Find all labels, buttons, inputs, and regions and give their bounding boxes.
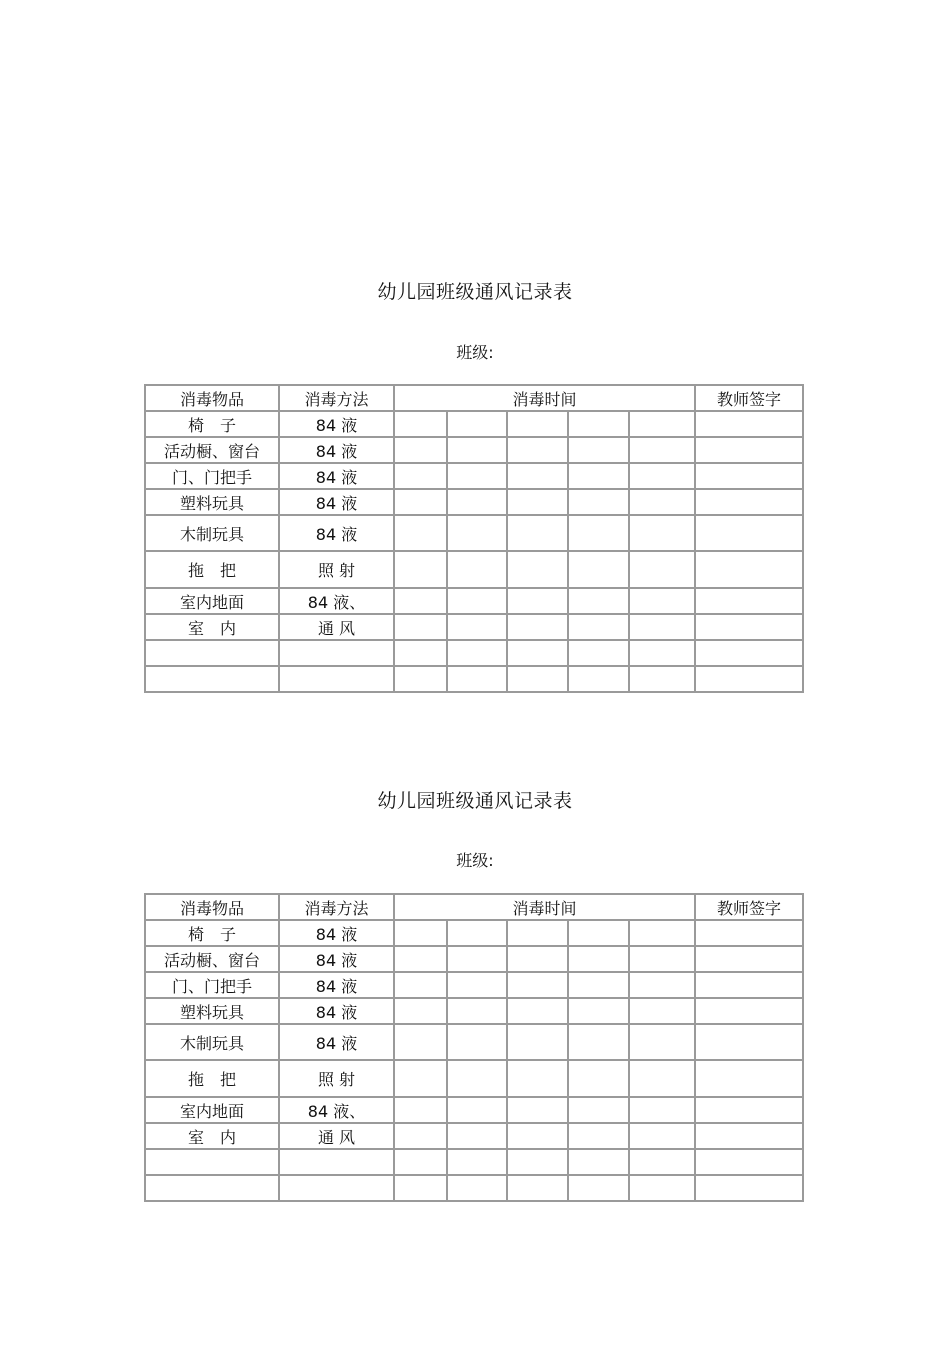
form-title: 幼儿园班级通风记录表 [377, 790, 573, 812]
method-cell: 84 液 [279, 1024, 394, 1060]
method-cell: 84 液 [279, 411, 394, 437]
time-cell[interactable] [394, 946, 447, 972]
header-signature: 教师签字 [695, 894, 803, 920]
time-cell[interactable] [568, 411, 629, 437]
time-cell[interactable] [568, 972, 629, 998]
item-cell: 室内地面 [145, 588, 279, 614]
time-cell[interactable] [447, 666, 507, 692]
signature-cell[interactable] [695, 1149, 803, 1175]
time-cell[interactable] [568, 463, 629, 489]
header-row [145, 894, 803, 920]
method-cell: 84 液 [279, 437, 394, 463]
time-cell[interactable] [394, 588, 447, 614]
time-cell[interactable] [447, 1149, 507, 1175]
time-cell[interactable] [507, 614, 568, 640]
time-cell[interactable] [507, 998, 568, 1024]
time-cell[interactable] [629, 588, 695, 614]
item-cell: 塑料玩具 [145, 489, 279, 515]
time-cell[interactable] [507, 920, 568, 946]
signature-cell[interactable] [695, 463, 803, 489]
time-cell[interactable] [507, 1175, 568, 1201]
time-cell[interactable] [394, 463, 447, 489]
time-cell[interactable] [447, 489, 507, 515]
time-cell[interactable] [447, 640, 507, 666]
method-cell: 84 液 [279, 972, 394, 998]
time-cell[interactable] [568, 551, 629, 588]
table-row [145, 972, 803, 998]
time-cell[interactable] [629, 1175, 695, 1201]
table-row [145, 946, 803, 972]
signature-cell[interactable] [695, 515, 803, 551]
time-cell[interactable] [447, 998, 507, 1024]
ventilation-record-table [144, 893, 804, 1202]
time-cell[interactable] [568, 489, 629, 515]
header-item: 消毒物品 [145, 894, 279, 920]
header-time: 消毒时间 [394, 894, 695, 920]
time-cell[interactable] [394, 1097, 447, 1123]
time-cell[interactable] [447, 551, 507, 588]
method-cell: 通 风 [279, 614, 394, 640]
table-row [145, 411, 803, 437]
time-cell[interactable] [568, 1175, 629, 1201]
item-cell: 椅 子 [145, 411, 279, 437]
time-cell[interactable] [447, 946, 507, 972]
table-row [145, 588, 803, 614]
time-cell[interactable] [447, 463, 507, 489]
time-cell[interactable] [629, 551, 695, 588]
time-cell[interactable] [394, 1060, 447, 1097]
time-cell[interactable] [394, 515, 447, 551]
item-cell: 木制玩具 [145, 515, 279, 551]
method-cell[interactable] [279, 640, 394, 666]
time-cell[interactable] [507, 972, 568, 998]
time-cell[interactable] [568, 1097, 629, 1123]
time-cell[interactable] [507, 515, 568, 551]
table-row [145, 666, 803, 692]
table-row [145, 614, 803, 640]
time-cell[interactable] [394, 1123, 447, 1149]
time-cell[interactable] [568, 588, 629, 614]
time-cell[interactable] [568, 666, 629, 692]
item-cell[interactable] [145, 1175, 279, 1201]
method-cell: 84 液 [279, 946, 394, 972]
item-cell: 活动橱、窗台 [145, 946, 279, 972]
signature-cell[interactable] [695, 614, 803, 640]
time-cell[interactable] [507, 640, 568, 666]
class-label: 班级: [456, 851, 494, 870]
time-cell[interactable] [447, 411, 507, 437]
item-cell[interactable] [145, 640, 279, 666]
time-cell[interactable] [629, 946, 695, 972]
time-cell[interactable] [447, 515, 507, 551]
time-cell[interactable] [568, 640, 629, 666]
item-cell: 椅 子 [145, 920, 279, 946]
table-row [145, 1175, 803, 1201]
item-cell[interactable] [145, 666, 279, 692]
table-row [145, 1060, 803, 1097]
time-cell[interactable] [629, 640, 695, 666]
time-cell[interactable] [394, 666, 447, 692]
time-cell[interactable] [568, 920, 629, 946]
time-cell[interactable] [507, 946, 568, 972]
table-row [145, 437, 803, 463]
time-cell[interactable] [447, 437, 507, 463]
time-cell[interactable] [447, 1175, 507, 1201]
item-cell: 室 内 [145, 614, 279, 640]
table-row [145, 640, 803, 666]
time-cell[interactable] [394, 998, 447, 1024]
time-cell[interactable] [568, 437, 629, 463]
time-cell[interactable] [394, 489, 447, 515]
time-cell[interactable] [629, 1060, 695, 1097]
time-cell[interactable] [568, 614, 629, 640]
time-cell[interactable] [507, 1123, 568, 1149]
signature-cell[interactable] [695, 920, 803, 946]
item-cell: 室内地面 [145, 1097, 279, 1123]
method-cell: 84 液 [279, 463, 394, 489]
method-cell: 84 液 [279, 515, 394, 551]
item-cell: 活动橱、窗台 [145, 437, 279, 463]
table-row [145, 920, 803, 946]
time-cell[interactable] [394, 1024, 447, 1060]
time-cell[interactable] [507, 588, 568, 614]
method-cell: 照 射 [279, 551, 394, 588]
signature-cell[interactable] [695, 972, 803, 998]
time-cell[interactable] [394, 1175, 447, 1201]
time-cell[interactable] [507, 1149, 568, 1175]
time-cell[interactable] [394, 437, 447, 463]
time-cell[interactable] [447, 972, 507, 998]
item-cell: 塑料玩具 [145, 998, 279, 1024]
item-cell: 拖 把 [145, 1060, 279, 1097]
item-cell: 木制玩具 [145, 1024, 279, 1060]
header-row [145, 385, 803, 411]
time-cell[interactable] [394, 551, 447, 588]
time-cell[interactable] [568, 515, 629, 551]
table-row [145, 1149, 803, 1175]
header-item: 消毒物品 [145, 385, 279, 411]
time-cell[interactable] [568, 1149, 629, 1175]
item-cell: 拖 把 [145, 551, 279, 588]
item-cell: 门、门把手 [145, 463, 279, 489]
signature-cell[interactable] [695, 666, 803, 692]
signature-cell[interactable] [695, 1060, 803, 1097]
time-cell[interactable] [629, 463, 695, 489]
signature-cell[interactable] [695, 1123, 803, 1149]
time-cell[interactable] [394, 614, 447, 640]
time-cell[interactable] [568, 1123, 629, 1149]
method-cell: 84 液、 [279, 588, 394, 614]
time-cell[interactable] [394, 1149, 447, 1175]
signature-cell[interactable] [695, 640, 803, 666]
signature-cell[interactable] [695, 946, 803, 972]
class-label: 班级: [456, 343, 494, 362]
signature-cell[interactable] [695, 437, 803, 463]
method-cell: 通 风 [279, 1123, 394, 1149]
item-cell: 室 内 [145, 1123, 279, 1149]
time-cell[interactable] [629, 489, 695, 515]
method-cell[interactable] [279, 666, 394, 692]
signature-cell[interactable] [695, 1024, 803, 1060]
table-row [145, 489, 803, 515]
time-cell[interactable] [447, 1097, 507, 1123]
time-cell[interactable] [447, 588, 507, 614]
table-row [145, 551, 803, 588]
method-cell: 84 液 [279, 998, 394, 1024]
time-cell[interactable] [629, 1149, 695, 1175]
time-cell[interactable] [568, 1060, 629, 1097]
time-cell[interactable] [629, 614, 695, 640]
table-row [145, 463, 803, 489]
header-method: 消毒方法 [279, 385, 394, 411]
signature-cell[interactable] [695, 411, 803, 437]
table-row [145, 1123, 803, 1149]
time-cell[interactable] [507, 551, 568, 588]
time-cell[interactable] [394, 640, 447, 666]
time-cell[interactable] [629, 437, 695, 463]
time-cell[interactable] [629, 1097, 695, 1123]
table-row [145, 1097, 803, 1123]
signature-cell[interactable] [695, 489, 803, 515]
header-signature: 教师签字 [695, 385, 803, 411]
time-cell[interactable] [447, 1123, 507, 1149]
form-title: 幼儿园班级通风记录表 [377, 281, 573, 303]
item-cell[interactable] [145, 1149, 279, 1175]
time-cell[interactable] [447, 1024, 507, 1060]
time-cell[interactable] [507, 1060, 568, 1097]
time-cell[interactable] [507, 1097, 568, 1123]
signature-cell[interactable] [695, 998, 803, 1024]
time-cell[interactable] [568, 1024, 629, 1060]
method-cell: 84 液 [279, 920, 394, 946]
time-cell[interactable] [507, 411, 568, 437]
time-cell[interactable] [629, 972, 695, 998]
time-cell[interactable] [568, 998, 629, 1024]
time-cell[interactable] [507, 489, 568, 515]
time-cell[interactable] [629, 411, 695, 437]
signature-cell[interactable] [695, 1097, 803, 1123]
time-cell[interactable] [507, 666, 568, 692]
time-cell[interactable] [629, 1123, 695, 1149]
time-cell[interactable] [507, 1024, 568, 1060]
time-cell[interactable] [629, 515, 695, 551]
time-cell[interactable] [568, 946, 629, 972]
time-cell[interactable] [394, 920, 447, 946]
time-cell[interactable] [629, 666, 695, 692]
time-cell[interactable] [507, 437, 568, 463]
table-row [145, 1024, 803, 1060]
method-cell[interactable] [279, 1149, 394, 1175]
method-cell: 照 射 [279, 1060, 394, 1097]
method-cell[interactable] [279, 1175, 394, 1201]
time-cell[interactable] [507, 463, 568, 489]
method-cell: 84 液 [279, 489, 394, 515]
time-cell[interactable] [394, 972, 447, 998]
method-cell: 84 液、 [279, 1097, 394, 1123]
time-cell[interactable] [629, 920, 695, 946]
signature-cell[interactable] [695, 588, 803, 614]
time-cell[interactable] [447, 614, 507, 640]
table-row [145, 515, 803, 551]
signature-cell[interactable] [695, 551, 803, 588]
time-cell[interactable] [629, 1024, 695, 1060]
table-row [145, 998, 803, 1024]
ventilation-record-table [144, 384, 804, 693]
time-cell[interactable] [447, 920, 507, 946]
header-time: 消毒时间 [394, 385, 695, 411]
time-cell[interactable] [629, 998, 695, 1024]
time-cell[interactable] [394, 411, 447, 437]
signature-cell[interactable] [695, 1175, 803, 1201]
time-cell[interactable] [447, 1060, 507, 1097]
item-cell: 门、门把手 [145, 972, 279, 998]
header-method: 消毒方法 [279, 894, 394, 920]
